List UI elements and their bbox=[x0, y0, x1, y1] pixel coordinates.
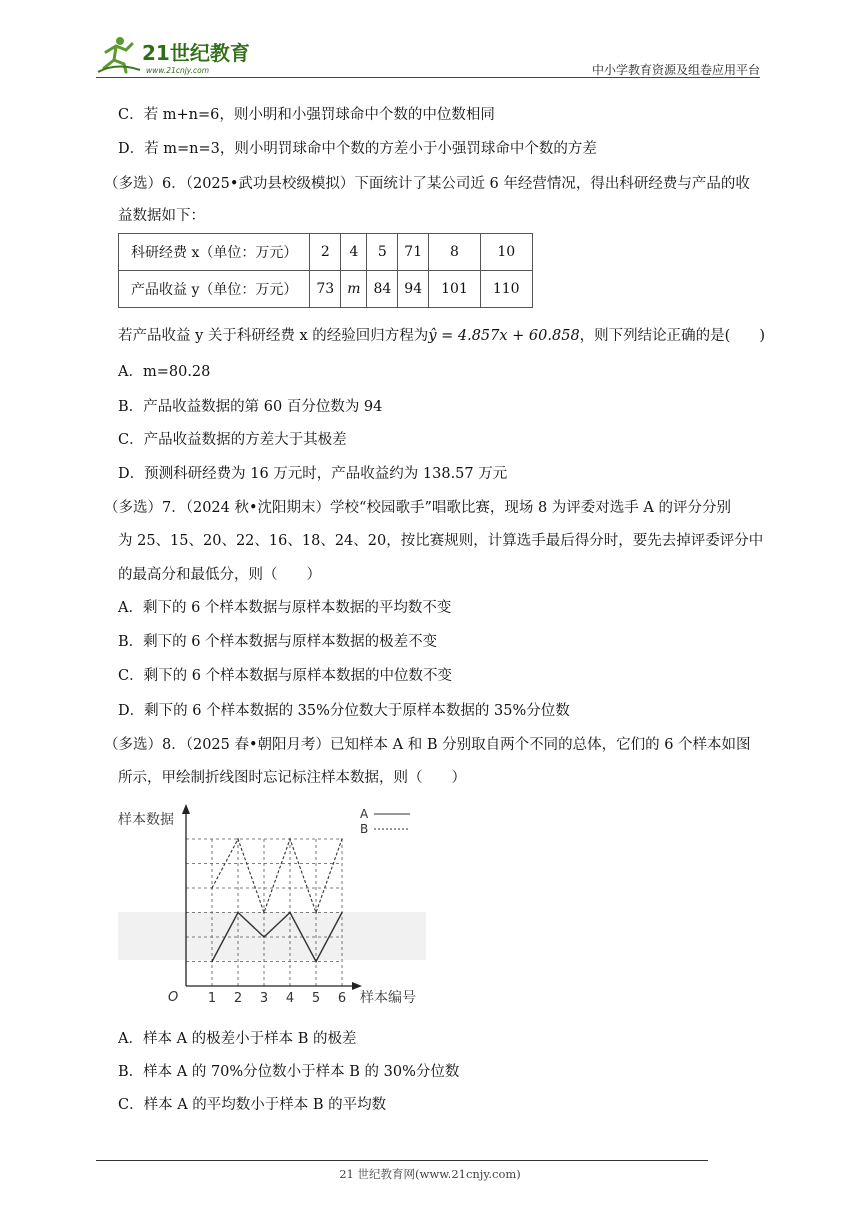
q7-option-b: B．剩下的 6 个样本数据与原样本数据的极差不变 bbox=[118, 634, 438, 650]
table-cell: 4 bbox=[341, 234, 367, 271]
table-row bbox=[119, 234, 533, 271]
series-A-point bbox=[211, 961, 213, 963]
x-axis-arrow bbox=[352, 982, 362, 990]
table-cell: 8 bbox=[429, 234, 481, 271]
q6-regression-line bbox=[118, 326, 765, 346]
table-row-head: 产品收益 y（单位：万元） bbox=[119, 271, 310, 308]
q8-option-c: C．样本 A 的平均数小于样本 B 的平均数 bbox=[118, 1097, 387, 1113]
table-row-head: 科研经费 x（单位：万元） bbox=[119, 234, 310, 271]
table-cell: 71 bbox=[398, 234, 429, 271]
origin-label: O bbox=[168, 990, 179, 1005]
q7-option-a: A．剩下的 6 个样本数据与原样本数据的平均数不变 bbox=[118, 600, 452, 616]
table-cell: 10 bbox=[480, 234, 532, 271]
table-cell: 5 bbox=[367, 234, 398, 271]
q7-option-d: D．剩下的 6 个样本数据的 35%分位数大于原样本数据的 35%分位数 bbox=[118, 703, 570, 719]
q8-stem-line2: 所示，甲绘制折线图时忘记标注样本数据，则（ ） bbox=[118, 770, 466, 786]
table-cell: 110 bbox=[480, 271, 532, 308]
line-chart bbox=[112, 800, 432, 1012]
q8-stem-line1: （多选）8．（2025 春•朝阳月考）已知样本 A 和 B 分别取自两个不同的总体，它们的 6 个样本如图 bbox=[104, 737, 751, 753]
q6-data-table bbox=[118, 233, 533, 308]
table-cell: 73 bbox=[310, 271, 341, 308]
page-footer: 21 世纪教育网(www.21cnjy.com) bbox=[339, 1167, 521, 1181]
logo-text: 21世纪教育 bbox=[142, 41, 250, 65]
page-header bbox=[96, 32, 760, 78]
header-rule bbox=[96, 77, 760, 78]
q5-option-c: C．若 m+n=6，则小明和小强罚球命中个数的中位数相同 bbox=[118, 107, 495, 123]
series-B-point bbox=[315, 912, 317, 914]
x-tick-label: 5 bbox=[311, 991, 321, 1006]
legend-label-B: B bbox=[360, 822, 369, 836]
x-axis-label: 样本编号 bbox=[360, 990, 416, 1006]
q8-option-a: A．样本 A 的极差小于样本 B 的极差 bbox=[118, 1031, 357, 1047]
series-B-point bbox=[263, 912, 265, 914]
x-tick-label: 2 bbox=[233, 991, 243, 1006]
logo bbox=[96, 32, 256, 78]
q7-stem-line1: （多选）7．（2024 秋•沈阳期末）学校“校园歌手”唱歌比赛，现场 8 为评委对选手 A 的评分分别 bbox=[104, 500, 731, 516]
logo-url: www.21cnjy.com bbox=[146, 66, 210, 75]
series-B-point bbox=[341, 838, 343, 840]
q6-option-d: D．预测科研经费为 16 万元时，产品收益约为 138.57 万元 bbox=[118, 466, 508, 482]
q6-option-b: B．产品收益数据的第 60 百分位数为 94 bbox=[118, 399, 383, 415]
y-axis-label: 样本数据 bbox=[118, 812, 174, 828]
q5-option-d: D．若 m=n=3，则小明罚球命中个数的方差小于小强罚球命中个数的方差 bbox=[118, 141, 597, 157]
series-A-point bbox=[263, 936, 265, 938]
table-cell: 101 bbox=[429, 271, 481, 308]
q6-option-a: A．m=80.28 bbox=[118, 364, 211, 380]
table-cell: m bbox=[341, 271, 367, 308]
q7-stem-line3: 的最高分和最低分，则（ ） bbox=[118, 567, 321, 583]
legend-label-A: A bbox=[360, 807, 369, 821]
table-row bbox=[119, 271, 533, 308]
x-tick-label: 1 bbox=[207, 991, 217, 1006]
series-B-point bbox=[289, 838, 291, 840]
series-B-point bbox=[237, 838, 239, 840]
series-A-point bbox=[315, 961, 317, 963]
series-A-point bbox=[237, 912, 239, 914]
q7-stem-line2: 为 25、15、20、22、16、18、24、20，按比赛规则，计算选手最后得分时，要先去掉评委评分中 bbox=[118, 533, 764, 549]
platform-label: 中小学教育资源及组卷应用平台 bbox=[591, 63, 760, 77]
q6-stem-line1: （多选）6．（2025•武功县校级模拟）下面统计了某公司近 6 年经营情况，得出科研经费与产品的收 bbox=[104, 176, 750, 192]
x-tick-label: 3 bbox=[259, 991, 269, 1006]
q8-option-b: B．样本 A 的 70%分位数小于样本 B 的 30%分位数 bbox=[118, 1064, 460, 1080]
q7-option-c: C．剩下的 6 个样本数据与原样本数据的中位数不变 bbox=[118, 668, 453, 684]
y-axis-arrow bbox=[182, 804, 190, 814]
footer-rule bbox=[96, 1160, 708, 1161]
table-cell: 84 bbox=[367, 271, 398, 308]
regression-pre: 若产品收益 y 关于科研经费 x 的经验回归方程为 bbox=[118, 328, 429, 344]
series-B-point bbox=[211, 887, 213, 889]
runner-icon bbox=[98, 37, 140, 72]
x-tick-label: 6 bbox=[337, 991, 347, 1006]
chart-band bbox=[118, 912, 426, 960]
series-A-point bbox=[341, 912, 343, 914]
x-tick-label: 4 bbox=[285, 991, 295, 1006]
regression-equation: ŷ = 4.857x + 60.858 bbox=[428, 328, 580, 344]
table-cell: 2 bbox=[310, 234, 341, 271]
q6-option-c: C．产品收益数据的方差大于其极差 bbox=[118, 432, 347, 448]
series-A-point bbox=[289, 912, 291, 914]
series-B-line bbox=[212, 839, 342, 913]
table-cell: 94 bbox=[398, 271, 429, 308]
regression-post: ，则下列结论正确的是( ) bbox=[579, 328, 765, 344]
q6-stem-line2: 益数据如下： bbox=[118, 208, 205, 224]
